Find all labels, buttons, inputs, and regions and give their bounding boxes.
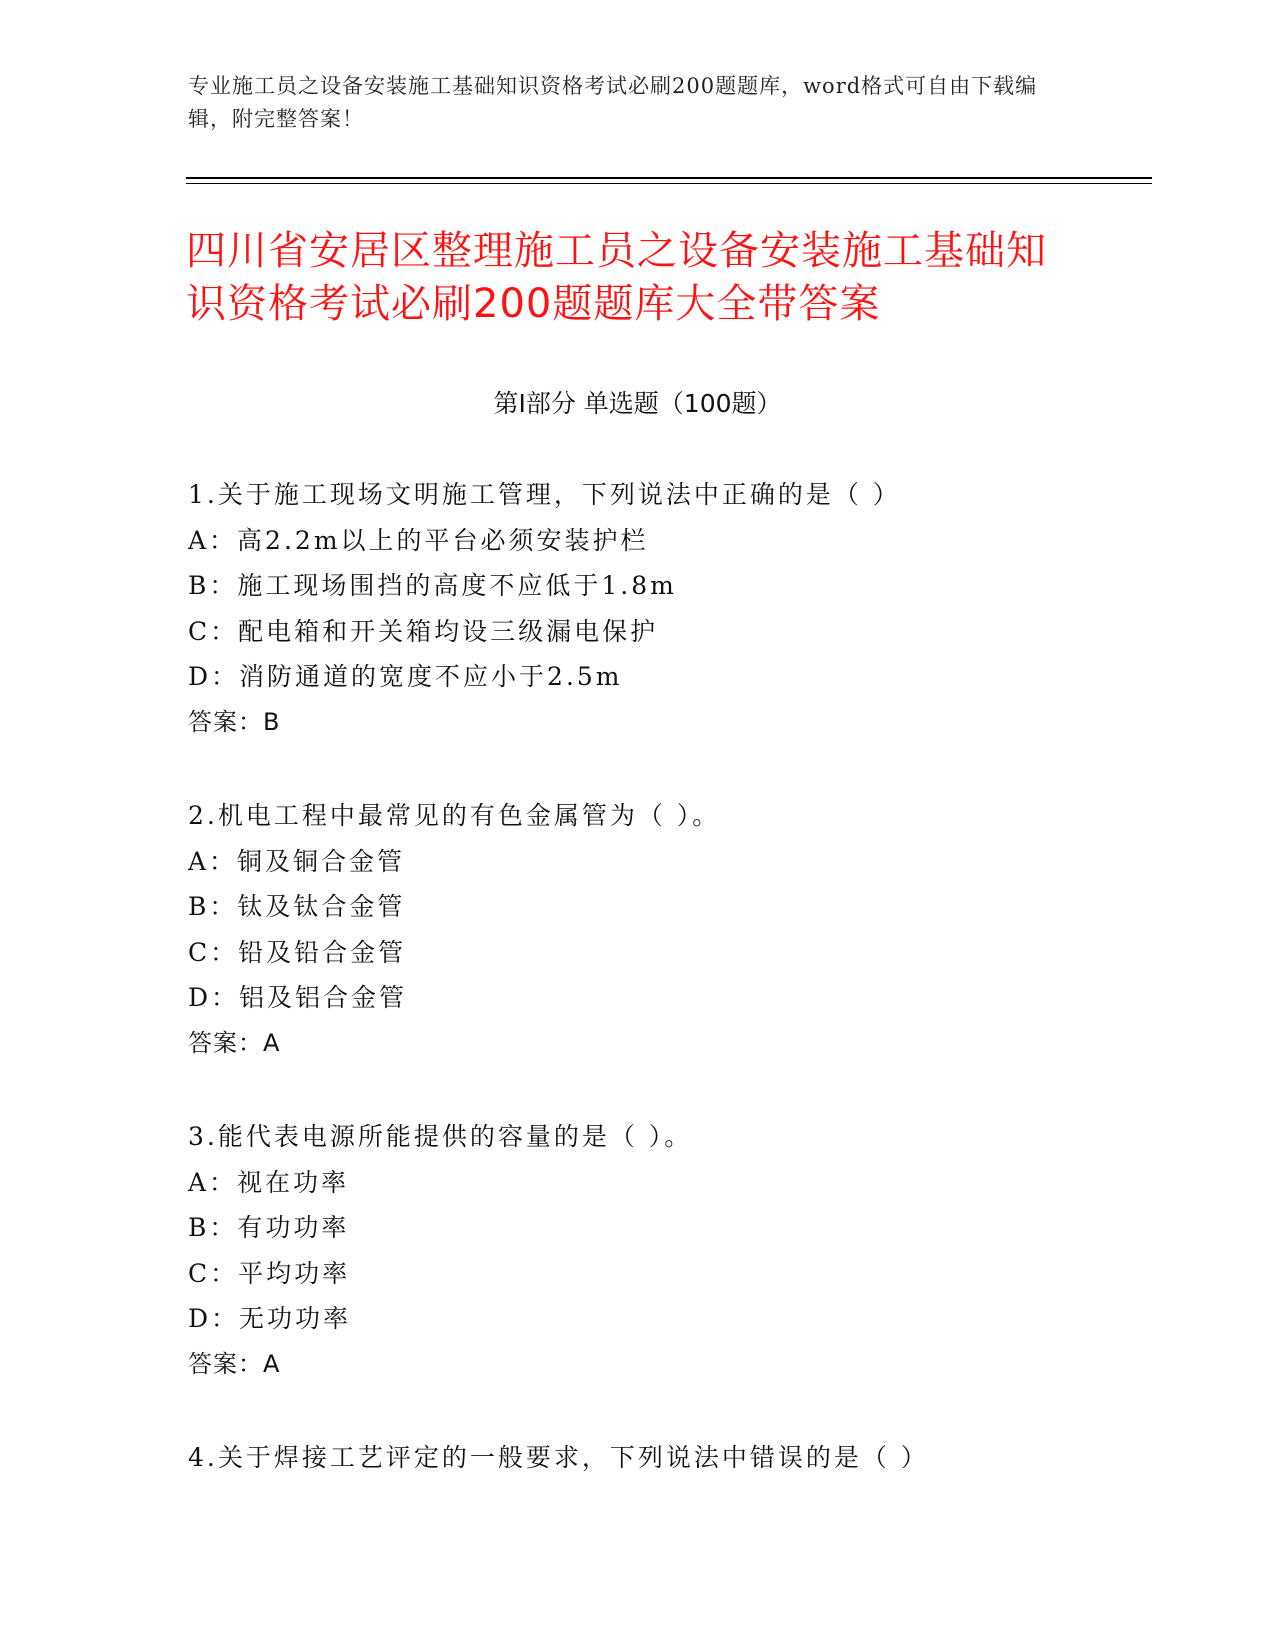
option-c: C：平均功率 (188, 1258, 351, 1288)
answer: 答案：A (188, 1028, 281, 1057)
option-d: D：无功功率 (188, 1304, 352, 1333)
option-b: B：钛及钛合金管 (188, 892, 406, 921)
option-c: C：铅及铅合金管 (188, 937, 407, 967)
answer: 答案：B (188, 707, 281, 736)
question-stem: 1.关于施工现场文明施工管理，下列说法中正确的是（ ） (188, 480, 901, 509)
option-c: C：配电箱和开关箱均设三级漏电保护 (188, 616, 659, 646)
document-title: 四川省安居区整理施工员之设备安装施工基础知识资格考试必刷200题题库大全带答案 (186, 228, 1047, 327)
question-stem: 4.关于焊接工艺评定的一般要求，下列说法中错误的是（ ） (188, 1443, 929, 1472)
header-divider-thick (186, 177, 1152, 179)
question-stem: 3.能代表电源所能提供的容量的是（ ）。 (188, 1122, 693, 1151)
option-a: A：高2.2m以上的平台必须安装护栏 (188, 525, 649, 555)
header-note: 专业施工员之设备安装施工基础知识资格考试必刷200题题库，word格式可自由下载编辑，附完整答案！ (188, 74, 1038, 131)
option-d: D：铝及铝合金管 (188, 983, 408, 1012)
question-1 (188, 472, 1138, 745)
question-3 (188, 1114, 1138, 1387)
option-b: B：施工现场围挡的高度不应低于1.8m (188, 571, 677, 600)
question-4 (188, 1435, 1138, 1481)
question-stem: 2.机电工程中最常见的有色金属管为（ ）。 (188, 801, 721, 830)
header-divider-thin (186, 183, 1152, 184)
option-d: D：消防通道的宽度不应小于2.5m (188, 662, 623, 691)
answer: 答案：A (188, 1349, 281, 1378)
question-list (188, 472, 1138, 1529)
question-2 (188, 793, 1138, 1066)
option-a: A：视在功率 (188, 1167, 350, 1197)
section-heading: 第Ⅰ部分 单选题（100题） (493, 389, 782, 418)
option-b: B：有功功率 (188, 1213, 350, 1242)
option-a: A：铜及铜合金管 (188, 846, 406, 876)
